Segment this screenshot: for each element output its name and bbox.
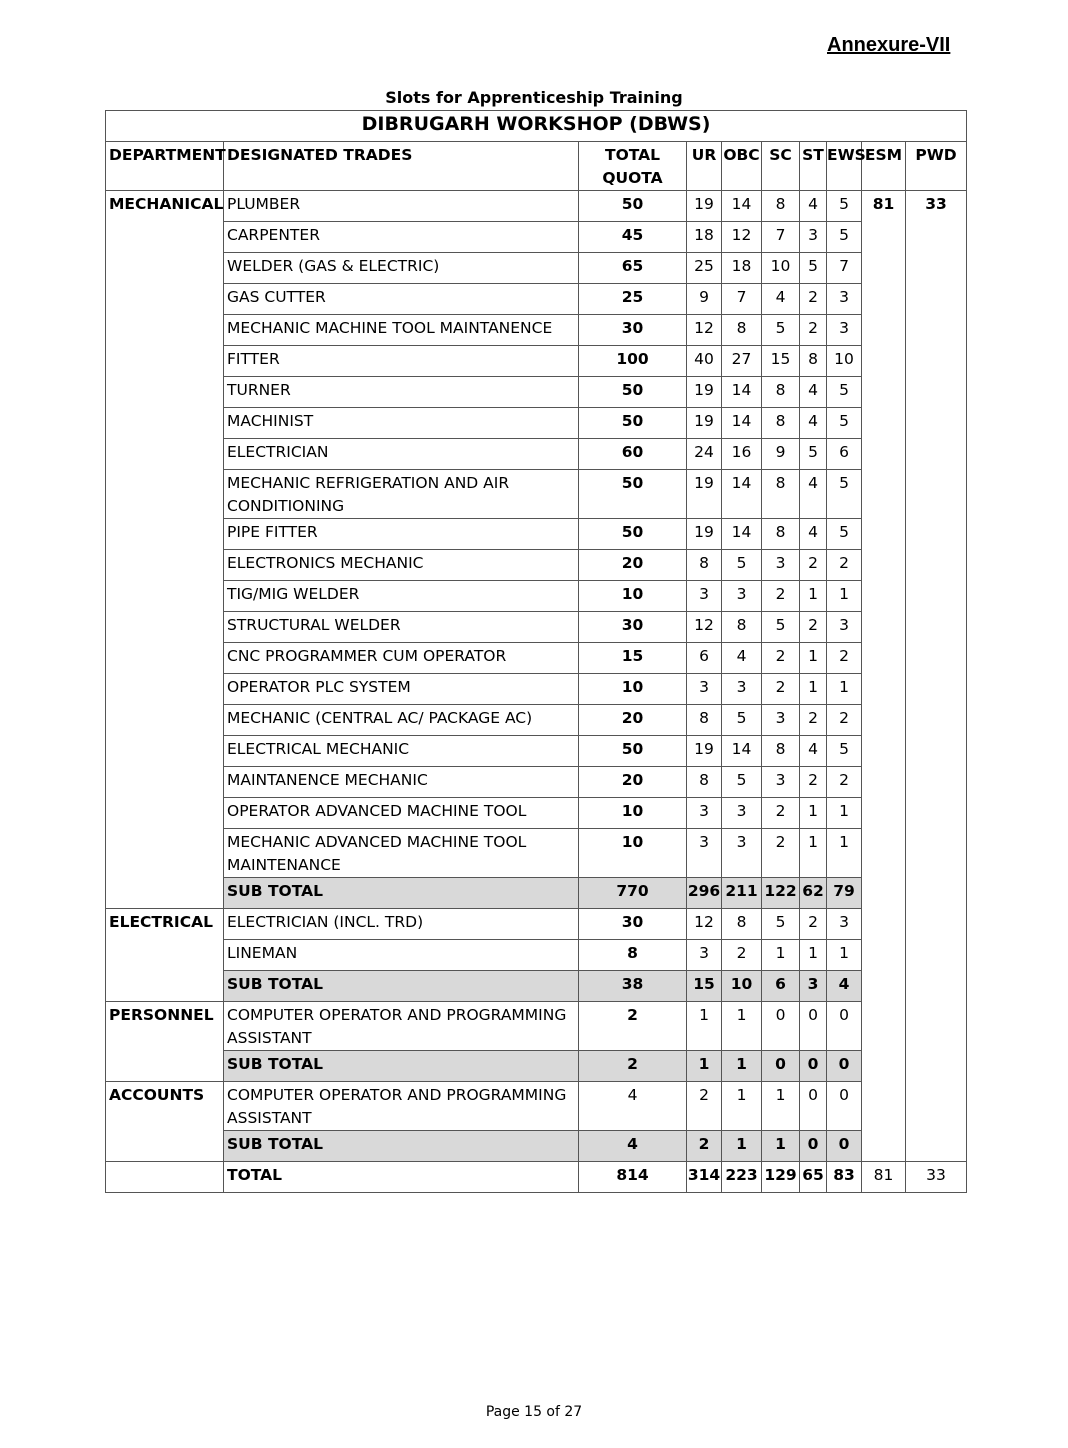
cell-total: 45 [579,222,687,253]
cell-total: 15 [579,643,687,674]
cell-total: 8 [579,940,687,971]
cell-sc: 8 [762,377,800,408]
table-row [106,550,967,581]
cell-obc: 16 [722,439,762,470]
cell-obc: 14 [722,519,762,550]
cell-sc: 8 [762,470,800,519]
trade-name: MECHANIC REFRIGERATION AND AIR CONDITIONING [224,470,579,519]
trade-name: LINEMAN [224,940,579,971]
cell-obc: 14 [722,377,762,408]
cell-sc: 7 [762,222,800,253]
cell-st: 1 [800,829,827,878]
subtotal-ur: 296 [687,878,722,909]
trade-name: OPERATOR ADVANCED MACHINE TOOL [224,798,579,829]
cell-ur: 8 [687,705,722,736]
cell-sc: 9 [762,439,800,470]
cell-st: 2 [800,550,827,581]
page-number: Page 15 of 27 [485,1404,583,1420]
cell-ews: 5 [827,222,862,253]
cell-ur: 18 [687,222,722,253]
grand-total-pwd: 33 [906,1162,967,1193]
cell-sc: 5 [762,909,800,940]
cell-st: 0 [800,1082,827,1131]
cell-sc: 1 [762,1082,800,1131]
grand-total-obc: 223 [722,1162,762,1193]
subtotal-sc: 0 [762,1051,800,1082]
cell-total: 50 [579,191,687,222]
cell-ews: 5 [827,519,862,550]
cell-total: 50 [579,377,687,408]
cell-total: 10 [579,674,687,705]
trade-name: ELECTRONICS MECHANIC [224,550,579,581]
cell-st: 1 [800,581,827,612]
cell-st: 4 [800,470,827,519]
subtotal-st: 3 [800,971,827,1002]
cell-obc: 14 [722,191,762,222]
trade-name: CNC PROGRAMMER CUM OPERATOR [224,643,579,674]
cell-ews: 1 [827,581,862,612]
header-total-quota [579,142,687,191]
cell-obc: 14 [722,408,762,439]
cell-st: 2 [800,705,827,736]
cell-ews: 10 [827,346,862,377]
subtotal-row [106,971,967,1002]
cell-sc: 2 [762,643,800,674]
trade-name: COMPUTER OPERATOR AND PROGRAMMING ASSISTANT [224,1002,579,1051]
cell-total: 30 [579,315,687,346]
subtotal-row [106,1131,967,1162]
cell-ews: 5 [827,470,862,519]
table-row [106,1082,967,1131]
cell-total: 50 [579,408,687,439]
trade-name: TIG/MIG WELDER [224,581,579,612]
subtotal-st: 0 [800,1051,827,1082]
trade-name: ELECTRICAL MECHANIC [224,736,579,767]
grand-total-total: 814 [579,1162,687,1193]
cell-st: 1 [800,674,827,705]
cell-ews: 2 [827,643,862,674]
cell-obc: 12 [722,222,762,253]
cell-st: 2 [800,315,827,346]
table-row [106,519,967,550]
cell-total: 100 [579,346,687,377]
cell-total: 10 [579,581,687,612]
cell-ews: 0 [827,1082,862,1131]
table-row [106,222,967,253]
cell-total: 50 [579,519,687,550]
cell-obc: 18 [722,253,762,284]
cell-ews: 3 [827,612,862,643]
subtotal-label: SUB TOTAL [224,1051,579,1082]
trade-name: FITTER [224,346,579,377]
subtotal-obc: 1 [722,1131,762,1162]
cell-st: 2 [800,284,827,315]
cell-sc: 2 [762,829,800,878]
cell-st: 2 [800,909,827,940]
cell-ur: 24 [687,439,722,470]
grand-total-row [106,1162,967,1193]
cell-st: 8 [800,346,827,377]
subtotal-st: 62 [800,878,827,909]
trade-name: STRUCTURAL WELDER [224,612,579,643]
cell-total: 30 [579,909,687,940]
trade-name: CARPENTER [224,222,579,253]
cell-ur: 12 [687,909,722,940]
cell-sc: 2 [762,581,800,612]
header-ur: UR [687,142,722,191]
cell-sc: 3 [762,705,800,736]
trade-name: WELDER (GAS & ELECTRIC) [224,253,579,284]
table-row [106,408,967,439]
trade-name: MECHANIC MACHINE TOOL MAINTANENCE [224,315,579,346]
subtotal-label: SUB TOTAL [224,971,579,1002]
cell-obc: 8 [722,612,762,643]
cell-st: 0 [800,1002,827,1051]
cell-sc: 5 [762,612,800,643]
cell-ur: 3 [687,674,722,705]
cell-total: 65 [579,253,687,284]
header-department: DEPARTMENT [106,142,224,191]
grand-total-ews: 83 [827,1162,862,1193]
header-quota: QUOTA [602,169,663,187]
header-st: ST [800,142,827,191]
cell-st: 3 [800,222,827,253]
table-row [106,253,967,284]
trade-name: PLUMBER [224,191,579,222]
trade-name: OPERATOR PLC SYSTEM [224,674,579,705]
cell-obc: 3 [722,581,762,612]
cell-obc: 2 [722,940,762,971]
cell-ews: 2 [827,550,862,581]
cell-total: 50 [579,470,687,519]
header-ews: EWS [827,142,862,191]
cell-total: 30 [579,612,687,643]
cell-total: 25 [579,284,687,315]
cell-obc: 3 [722,829,762,878]
cell-esm: 81 [862,191,906,1162]
cell-ur: 19 [687,408,722,439]
cell-ur: 19 [687,470,722,519]
cell-obc: 5 [722,550,762,581]
cell-ews: 5 [827,191,862,222]
cell-obc: 14 [722,470,762,519]
header-sc: SC [762,142,800,191]
subtotal-obc: 211 [722,878,762,909]
cell-ur: 19 [687,191,722,222]
table-row [106,346,967,377]
subtotal-total: 770 [579,878,687,909]
cell-ews: 7 [827,253,862,284]
table-row [106,829,967,878]
table-row [106,315,967,346]
table-row [106,940,967,971]
subtotal-sc: 1 [762,1131,800,1162]
subtotal-row [106,1051,967,1082]
trade-name: MAINTANENCE MECHANIC [224,767,579,798]
table-row [106,284,967,315]
cell-ur: 8 [687,550,722,581]
cell-obc: 27 [722,346,762,377]
cell-sc: 15 [762,346,800,377]
cell-sc: 2 [762,674,800,705]
cell-ews: 5 [827,736,862,767]
cell-total: 20 [579,550,687,581]
subtotal-total: 4 [579,1131,687,1162]
apprenticeship-slots-table [105,110,967,1193]
header-esm: ESM [862,142,906,191]
trade-name: MECHANIC ADVANCED MACHINE TOOL MAINTENANCE [224,829,579,878]
cell-obc: 1 [722,1082,762,1131]
cell-ews: 1 [827,829,862,878]
department-personnel: PERSONNEL [106,1002,224,1082]
subtotal-ews: 4 [827,971,862,1002]
cell-ews: 2 [827,767,862,798]
cell-obc: 5 [722,705,762,736]
trade-name: COMPUTER OPERATOR AND PROGRAMMING ASSISTANT [224,1082,579,1131]
cell-obc: 14 [722,736,762,767]
cell-sc: 8 [762,408,800,439]
cell-st: 4 [800,519,827,550]
cell-ews: 0 [827,1002,862,1051]
cell-ur: 2 [687,1082,722,1131]
cell-ews: 5 [827,377,862,408]
cell-sc: 5 [762,315,800,346]
cell-obc: 5 [722,767,762,798]
trade-name: ELECTRICIAN (INCL. TRD) [224,909,579,940]
table-row [106,643,967,674]
subtotal-label: SUB TOTAL [224,878,579,909]
cell-ur: 19 [687,736,722,767]
department-accounts: ACCOUNTS [106,1082,224,1162]
document-title: Slots for Apprenticeship Training [385,88,683,107]
subtotal-sc: 122 [762,878,800,909]
cell-total: 2 [579,1002,687,1051]
cell-ews: 1 [827,798,862,829]
cell-obc: 3 [722,674,762,705]
cell-ur: 6 [687,643,722,674]
cell-ews: 3 [827,284,862,315]
grand-total-label: TOTAL [224,1162,579,1193]
department-electrical: ELECTRICAL [106,909,224,1002]
cell-total: 4 [579,1082,687,1131]
table-row [106,798,967,829]
cell-ews: 2 [827,705,862,736]
cell-st: 1 [800,940,827,971]
subtotal-ur: 1 [687,1051,722,1082]
subtotal-label: SUB TOTAL [224,1131,579,1162]
subtotal-ur: 2 [687,1131,722,1162]
header-trades: DESIGNATED TRADES [224,142,579,191]
subtotal-total: 38 [579,971,687,1002]
table-row [106,674,967,705]
grand-total-st: 65 [800,1162,827,1193]
subtotal-ews: 0 [827,1131,862,1162]
cell-total: 10 [579,798,687,829]
cell-sc: 10 [762,253,800,284]
cell-obc: 8 [722,909,762,940]
cell-ur: 25 [687,253,722,284]
cell-ur: 12 [687,612,722,643]
cell-ews: 6 [827,439,862,470]
cell-sc: 3 [762,550,800,581]
table-row [106,581,967,612]
cell-st: 5 [800,439,827,470]
cell-st: 4 [800,408,827,439]
cell-sc: 2 [762,798,800,829]
cell-ur: 40 [687,346,722,377]
subtotal-sc: 6 [762,971,800,1002]
cell-st: 2 [800,767,827,798]
cell-ur: 19 [687,377,722,408]
cell-ews: 3 [827,909,862,940]
cell-sc: 8 [762,736,800,767]
cell-pwd: 33 [906,191,967,1162]
cell-obc: 7 [722,284,762,315]
trade-name: MACHINIST [224,408,579,439]
cell-total: 20 [579,705,687,736]
cell-ews: 1 [827,940,862,971]
cell-ur: 1 [687,1002,722,1051]
subtotal-row [106,878,967,909]
cell-st: 1 [800,643,827,674]
cell-obc: 1 [722,1002,762,1051]
workshop-banner: DIBRUGARH WORKSHOP (DBWS) [106,111,967,142]
cell-st: 1 [800,798,827,829]
subtotal-ur: 15 [687,971,722,1002]
cell-ur: 19 [687,519,722,550]
cell-ur: 3 [687,581,722,612]
cell-total: 10 [579,829,687,878]
department-mechanical: MECHANICAL [106,191,224,909]
header-row [106,142,967,191]
grand-total-ur: 314 [687,1162,722,1193]
trade-name: GAS CUTTER [224,284,579,315]
table-row [106,909,967,940]
cell-ews: 3 [827,315,862,346]
cell-ur: 3 [687,940,722,971]
grand-total-esm: 81 [862,1162,906,1193]
cell-sc: 8 [762,191,800,222]
trade-name: PIPE FITTER [224,519,579,550]
cell-obc: 8 [722,315,762,346]
header-pwd: PWD [906,142,967,191]
cell-sc: 8 [762,519,800,550]
table-row [106,705,967,736]
cell-total: 20 [579,767,687,798]
cell-obc: 4 [722,643,762,674]
cell-sc: 1 [762,940,800,971]
trade-name: TURNER [224,377,579,408]
subtotal-obc: 10 [722,971,762,1002]
cell-ur: 9 [687,284,722,315]
table-row [106,612,967,643]
table-row [106,1002,967,1051]
cell-ews: 5 [827,408,862,439]
cell-ur: 3 [687,798,722,829]
header-obc: OBC [722,142,762,191]
table-row [106,191,967,222]
cell-st: 4 [800,736,827,767]
cell-st: 2 [800,612,827,643]
cell-ews: 1 [827,674,862,705]
cell-total: 50 [579,736,687,767]
trade-name: ELECTRICIAN [224,439,579,470]
table-row [106,377,967,408]
annexure-label: Annexure-VII [827,34,951,56]
table-row [106,439,967,470]
subtotal-total: 2 [579,1051,687,1082]
table-row [106,736,967,767]
cell-sc: 3 [762,767,800,798]
cell-sc: 4 [762,284,800,315]
cell-st: 4 [800,191,827,222]
header-total: TOTAL [605,146,660,164]
cell-obc: 3 [722,798,762,829]
table-row [106,767,967,798]
subtotal-obc: 1 [722,1051,762,1082]
table-row [106,470,967,519]
cell-ur: 3 [687,829,722,878]
grand-total-blank [106,1162,224,1193]
cell-st: 4 [800,377,827,408]
cell-ur: 8 [687,767,722,798]
subtotal-ews: 79 [827,878,862,909]
cell-total: 60 [579,439,687,470]
subtotal-st: 0 [800,1131,827,1162]
cell-ur: 12 [687,315,722,346]
subtotal-ews: 0 [827,1051,862,1082]
trade-name: MECHANIC (CENTRAL AC/ PACKAGE AC) [224,705,579,736]
cell-st: 5 [800,253,827,284]
grand-total-sc: 129 [762,1162,800,1193]
cell-sc: 0 [762,1002,800,1051]
